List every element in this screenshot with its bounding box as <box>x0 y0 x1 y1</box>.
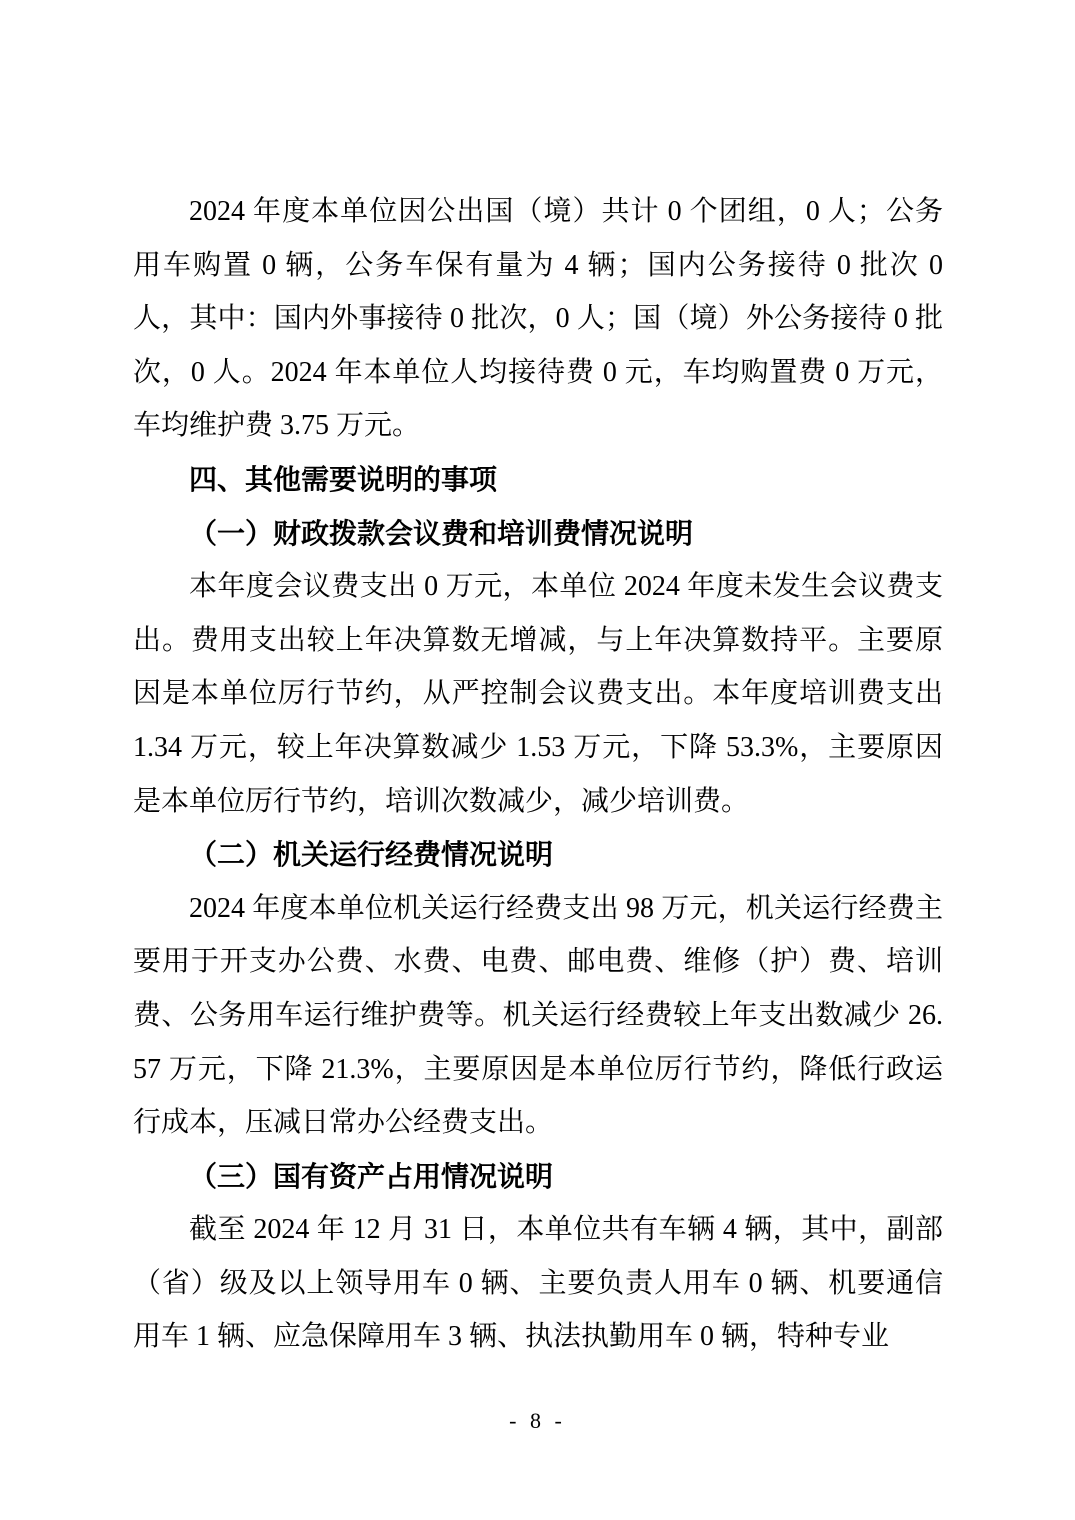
heading-subsection-three-state-assets: （三）国有资产占用情况说明 <box>189 1160 554 1192</box>
document-body <box>133 185 943 1364</box>
heading-subsection-two-operating-funds: （二）机关运行经费情况说明 <box>189 839 554 871</box>
paragraph-official-travel-stats: 2024 年度本单位因公出国（境）共计 0 个团组，0 人；公务用车购置 0 辆，公务车保有量为 4 辆；国内公务接待 0 批次 0 人，其中：国内外事接待 0 批次，0 人；国（境）外公务接待 0 批次，0 人。2024 年本单位人均接待费 0 元，车均购置费 0 万元，车均维护费 3.75 万元。 <box>133 196 943 442</box>
page-number: - 8 - <box>509 1408 566 1433</box>
paragraph-operating-funds-detail: 2024 年度本单位机关运行经费支出 98 万元，机关运行经费主要用于开支办公费、水费、电费、邮电费、维修（护）费、培训费、公务用车运行维护费等。机关运行经费较上年支出数减少 26.57 万元，下降 21.3%，主要原因是本单位厉行节约，降低行政运行成本，压减日常办公经费支出。 <box>133 892 943 1139</box>
heading-subsection-one-meeting-training-fees: （一）财政拨款会议费和培训费情况说明 <box>189 517 694 549</box>
heading-section-four-other-matters: 四、其他需要说明的事项 <box>189 463 498 495</box>
paragraph-state-assets-vehicles-detail: 截至 2024 年 12 月 31 日，本单位共有车辆 4 辆，其中，副部（省）级及以上领导用车 0 辆、主要负责人用车 0 辆、机要通信用车 1 辆、应急保障用车 3 辆、执法执勤用车 0 辆，特种专业 <box>133 1214 943 1353</box>
page-footer <box>0 1408 1075 1434</box>
paragraph-meeting-training-fees-detail: 本年度会议费支出 0 万元，本单位 2024 年度未发生会议费支出。费用支出较上年决算数无增减，与上年决算数持平。主要原因是本单位厉行节约，从严控制会议费支出。本年度培训费支出 1.34 万元，较上年决算数减少 1.53 万元，下降 53.3%，主要原因是本单位厉行节约，培训次数减少，减少培训费。 <box>133 571 943 817</box>
